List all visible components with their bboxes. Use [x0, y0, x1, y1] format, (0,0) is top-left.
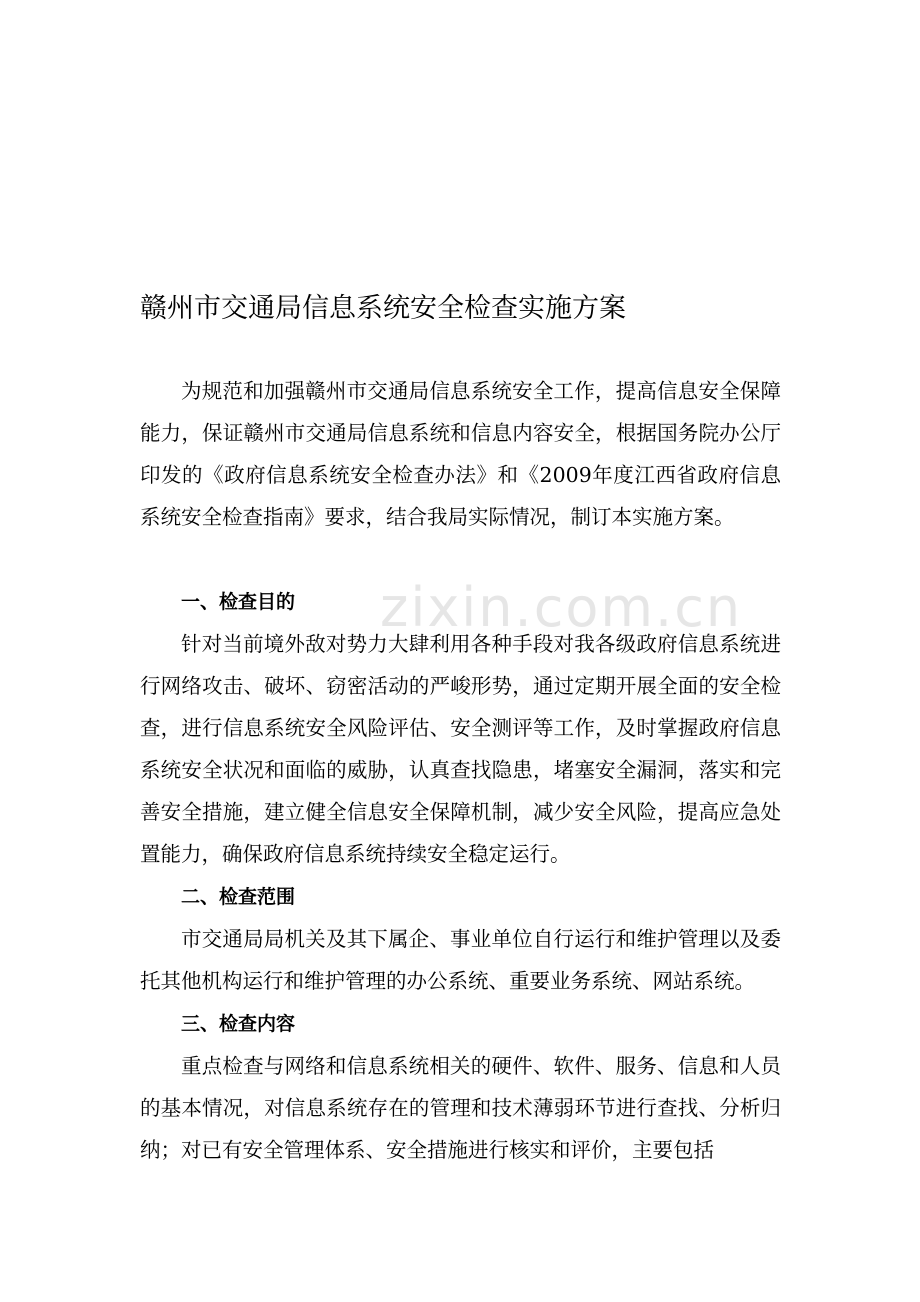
section-body-content: 重点检查与网络和信息系统相关的硬件、软件、服务、信息和人员的基本情况，对信息系统存在的管理和技术薄弱环节进行查找、分析归纳；对已有安全管理体系、安全措施进行核实和评价，主要包括: [140, 1054, 781, 1162]
section-heading-purpose: 一、检查目的: [181, 591, 296, 613]
watermark: zixin.com.cn: [380, 576, 743, 639]
section-heading-content: 三、检查内容: [181, 1013, 296, 1035]
document-title: 赣州市交通局信息系统安全检查实施方案: [140, 293, 626, 324]
section-heading-scope: 二、检查范围: [181, 886, 296, 908]
section-body-purpose: 针对当前境外敌对势力大肆利用各种手段对我各级政府信息系统进行网络攻击、破坏、窃密活动的严峻形势，通过定期开展全面的安全检查，进行信息系统安全风险评估、安全测评等工作，及时掌握政府信息系统安全状况和面临的威胁，认真查找隐患，堵塞安全漏洞，落实和完善安全措施，建立健全信息安全保障机制，减少安全风险，提高应急处置能力，确保政府信息系统持续安全稳定运行。: [140, 632, 781, 866]
intro-paragraph: 为规范和加强赣州市交通局信息系统安全工作，提高信息安全保障能力，保证赣州市交通局信息系统和信息内容安全，根据国务院办公厅印发的《政府信息系统安全检查办法》和《2009年度江西省政府信息系统安全检查指南》要求，结合我局实际情况，制订本实施方案。: [140, 379, 781, 529]
section-body-scope: 市交通局局机关及其下属企、事业单位自行运行和维护管理以及委托其他机构运行和维护管理的办公系统、重要业务系统、网站系统。: [140, 927, 781, 993]
